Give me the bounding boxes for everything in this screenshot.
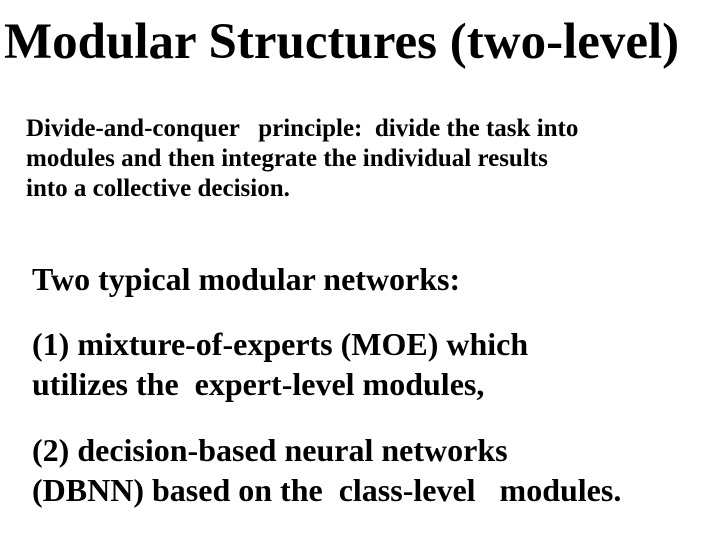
intro-line: into a collective decision. bbox=[26, 175, 290, 202]
list-item-dbnn bbox=[32, 430, 712, 510]
list-item-line: (2) decision-based neural networks bbox=[32, 432, 508, 468]
intro-line: Divide-and-conquer principle: divide the task into bbox=[26, 115, 579, 142]
list-item-line: (DBNN) based on the class-level modules. bbox=[32, 472, 622, 508]
section-heading: Two typical modular networks: bbox=[32, 261, 461, 297]
list-item-moe bbox=[32, 324, 712, 404]
intro-paragraph bbox=[26, 114, 706, 204]
list-item-line: (1) mixture-of-experts (MOE) which bbox=[32, 326, 529, 362]
list-item-line: utilizes the expert-level modules, bbox=[32, 366, 485, 402]
slide-title: Modular Structures (two-level) bbox=[4, 14, 680, 70]
intro-line: modules and then integrate the individual results bbox=[26, 145, 548, 172]
